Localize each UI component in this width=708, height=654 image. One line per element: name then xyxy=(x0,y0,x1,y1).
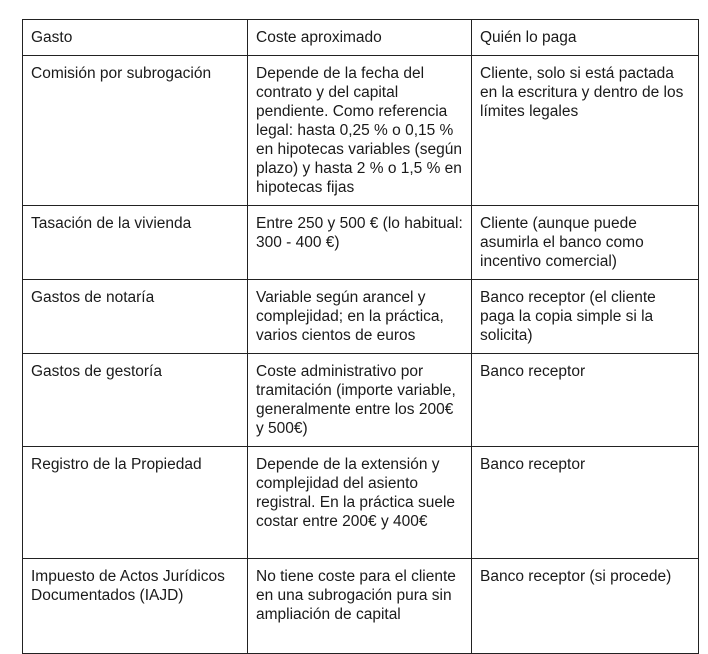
table-row xyxy=(23,447,699,559)
cell-gasto: Tasación de la vivienda xyxy=(23,206,248,280)
cell-quien-paga: Banco receptor (el cliente paga la copia simple si la solicita) xyxy=(472,280,699,354)
cell-quien-paga: Cliente, solo si está pactada en la escritura y dentro de los límites legales xyxy=(472,56,699,206)
cell-quien-paga: Banco receptor xyxy=(472,447,699,559)
cell-coste: Coste administrativo por tramitación (importe variable, generalmente entre los 200€ y 500€) xyxy=(248,354,472,447)
header-quien-paga: Quién lo paga xyxy=(472,20,699,56)
cell-coste: Depende de la fecha del contrato y del capital pendiente. Como referencia legal: hasta 0,25 % o 0,15 % en hipotecas variables (según plazo) y hasta 2 % o 1,5 % en hipotecas fijas xyxy=(248,56,472,206)
cell-coste: Variable según arancel y complejidad; en la práctica, varios cientos de euros xyxy=(248,280,472,354)
table-row xyxy=(23,280,699,354)
cell-coste: Depende de la extensión y complejidad del asiento registral. En la práctica suele costar entre 200€ y 400€ xyxy=(248,447,472,559)
cell-gasto: Comisión por subrogación xyxy=(23,56,248,206)
table-row xyxy=(23,559,699,654)
table-row xyxy=(23,354,699,447)
cell-gasto: Impuesto de Actos Jurídicos Documentados (IAJD) xyxy=(23,559,248,654)
table-row xyxy=(23,56,699,206)
cell-quien-paga: Banco receptor (si procede) xyxy=(472,559,699,654)
cell-coste: No tiene coste para el cliente en una subrogación pura sin ampliación de capital xyxy=(248,559,472,654)
header-coste: Coste aproximado xyxy=(248,20,472,56)
cell-gasto: Gastos de gestoría xyxy=(23,354,248,447)
cell-gasto: Registro de la Propiedad xyxy=(23,447,248,559)
cell-quien-paga: Banco receptor xyxy=(472,354,699,447)
cell-gasto: Gastos de notaría xyxy=(23,280,248,354)
cell-coste: Entre 250 y 500 € (lo habitual: 300 - 400 €) xyxy=(248,206,472,280)
expenses-table xyxy=(22,19,699,654)
table-header-row xyxy=(23,20,699,56)
table-row xyxy=(23,206,699,280)
cell-quien-paga: Cliente (aunque puede asumirla el banco como incentivo comercial) xyxy=(472,206,699,280)
header-gasto: Gasto xyxy=(23,20,248,56)
